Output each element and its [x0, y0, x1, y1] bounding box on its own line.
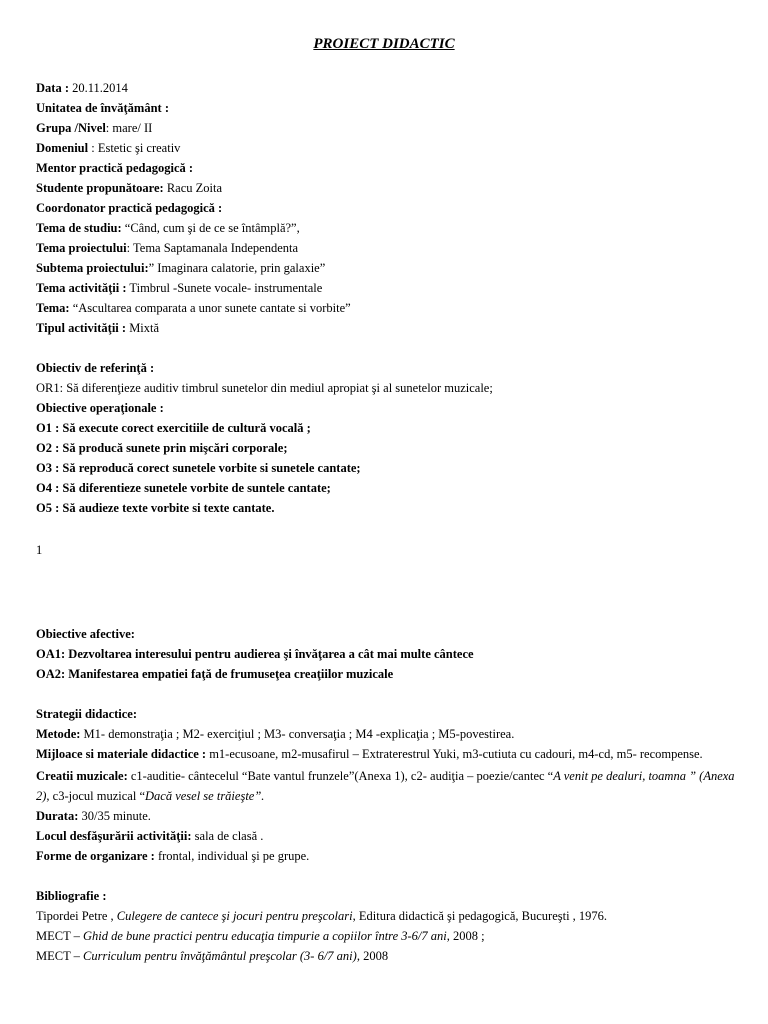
tema-proiect-label: Tema proiectului	[36, 241, 127, 255]
bib2-author: MECT –	[36, 929, 83, 943]
mijloace-label: Mijloace si materiale didactice :	[36, 747, 207, 761]
durata-label: Durata:	[36, 809, 79, 823]
mentor-line	[36, 160, 736, 176]
grupa-value: : mare/ II	[105, 121, 153, 135]
tema-proiect-line	[36, 240, 736, 256]
bibliografie-item-1	[36, 908, 736, 924]
unitatea-label: Unitatea de învăţământ :	[36, 101, 169, 115]
tipul-label: Tipul activităţii :	[36, 321, 127, 335]
creatii-line	[36, 766, 736, 806]
forme-line	[36, 848, 736, 864]
locul-line	[36, 828, 736, 844]
creatii-label: Creatii muzicale:	[36, 769, 128, 783]
domeniul-label: Domeniul	[36, 141, 89, 155]
coordonator-line	[36, 200, 736, 216]
locul-label: Locul desfăşurării activităţii:	[36, 829, 192, 843]
strategii-label: Strategii didactice:	[36, 707, 138, 721]
o1-text: O1 : Să execute corect exercitiile de cultură vocală ;	[36, 421, 311, 435]
tipul-line	[36, 320, 736, 336]
o5-text: O5 : Să audieze texte vorbite si texte cantate.	[36, 501, 275, 515]
mijloace-value: m1-ecusoane, m2-musafirul – Extraterestrul Yuki, m3-cutiuta cu cadouri, m4-cd, m5- recompense.	[206, 747, 703, 761]
subtema-line	[36, 260, 736, 276]
tema-value: “Ascultarea comparata a unor sunete cantate si vorbite”	[69, 301, 351, 315]
creatii-italic1: A venit pe dealuri, toamna ” (Anexa 2)	[36, 769, 735, 803]
subtema-value: ” Imaginara calatorie, prin galaxie”	[148, 261, 326, 275]
or1-text: OR1: Să diferenţieze auditiv timbrul sunetelor din mediul apropiat şi al sunetelor muzicale;	[36, 381, 493, 395]
studente-label: Studente propunătoare:	[36, 181, 164, 195]
o3-text: O3 : Să reproducă corect sunetele vorbite si sunetele cantate;	[36, 461, 361, 475]
bib3-author: MECT –	[36, 949, 83, 963]
domeniul-value: : Estetic şi creativ	[88, 141, 181, 155]
tipul-value: Mixtă	[126, 321, 160, 335]
creatii-part1: c1-auditie- cântecelul “Bate vantul frunzele”(Anexa 1), c2- audiţia – poezie/cantec “	[127, 769, 554, 783]
data-label: Data :	[36, 81, 69, 95]
bib3-rest: , 2008	[356, 949, 389, 963]
coordonator-label: Coordonator practică pedagogică :	[36, 201, 223, 215]
oa1-text: OA1: Dezvoltarea interesului pentru audierea şi învăţarea a cât mai multe cântece	[36, 647, 474, 661]
durata-value: 30/35 minute.	[78, 809, 151, 823]
tema-studiu-label: Tema de studiu:	[36, 221, 122, 235]
tema-line	[36, 300, 736, 316]
tema-proiect-value: : Tema Saptamanala Independenta	[126, 241, 299, 255]
bibliografie-item-3	[36, 948, 736, 964]
tema-label: Tema:	[36, 301, 70, 315]
bib1-author: Tipordei Petre ,	[36, 909, 117, 923]
obiectiv-referinta-label: Obiectiv de referinţă :	[36, 361, 155, 375]
metode-value: M1- demonstraţia ; M2- exerciţiul ; M3- conversaţia ; M4 -explicaţia ; M5-povestirea.	[80, 727, 515, 741]
locul-value: sala de clasă .	[191, 829, 264, 843]
forme-value: frontal, individual şi pe grupe.	[154, 849, 310, 863]
obiective-operationale-label: Obiective operaţionale :	[36, 401, 164, 415]
document-title: PROIECT DIDACTIC	[313, 36, 455, 52]
unitatea-line	[36, 100, 736, 116]
bibliografie-item-2	[36, 928, 736, 944]
mijloace-line	[36, 746, 736, 762]
metode-label: Metode:	[36, 727, 81, 741]
mentor-label: Mentor practică pedagogică :	[36, 161, 194, 175]
grupa-label: Grupa /Nivel	[36, 121, 106, 135]
bib2-title: Ghid de bune practici pentru educaţia timpurie a copiilor între 3-6/7 ani	[83, 929, 447, 943]
bib1-title: Culegere de cantece şi jocuri pentru preşcolari	[116, 909, 353, 923]
forme-label: Forme de organizare :	[36, 849, 155, 863]
studente-line	[36, 180, 736, 196]
bib1-rest: , Editura didactică şi pedagogică, Bucureşti , 1976.	[352, 909, 608, 923]
page-number: 1	[36, 543, 43, 557]
creatii-italic2: Dacă vesel se trăieşte”.	[145, 789, 265, 803]
oa2-text: OA2: Manifestarea empatiei faţă de frumuseţea creaţiilor muzicale	[36, 667, 394, 681]
domeniul-line	[36, 140, 736, 156]
metode-line	[36, 726, 736, 742]
tema-activitate-value: Timbrul -Sunete vocale- instrumentale	[126, 281, 323, 295]
creatii-part2: , c3-jocul muzical “	[46, 789, 145, 803]
tema-activitate-label: Tema activităţii :	[36, 281, 127, 295]
durata-line	[36, 808, 736, 824]
bibliografie-label: Bibliografie :	[36, 889, 107, 903]
data-value: 20.11.2014	[68, 81, 128, 95]
tema-studiu-value: “Când, cum şi de ce se întâmplă?”,	[121, 221, 300, 235]
grupa-line	[36, 120, 736, 136]
obiective-afective-label: Obiective afective:	[36, 627, 135, 641]
bib2-rest: , 2008 ;	[446, 929, 485, 943]
data-line	[36, 80, 736, 96]
tema-studiu-line	[36, 220, 736, 236]
o2-text: O2 : Să producă sunete prin mişcări corporale;	[36, 441, 288, 455]
studente-value: Racu Zoita	[163, 181, 223, 195]
subtema-label: Subtema proiectului:	[36, 261, 149, 275]
tema-activitate-line	[36, 280, 736, 296]
o4-text: O4 : Să diferentieze sunetele vorbite de suntele cantate;	[36, 481, 331, 495]
bib3-title: Curriculum pentru învăţământul preşcolar (3- 6/7 ani)	[83, 949, 357, 963]
